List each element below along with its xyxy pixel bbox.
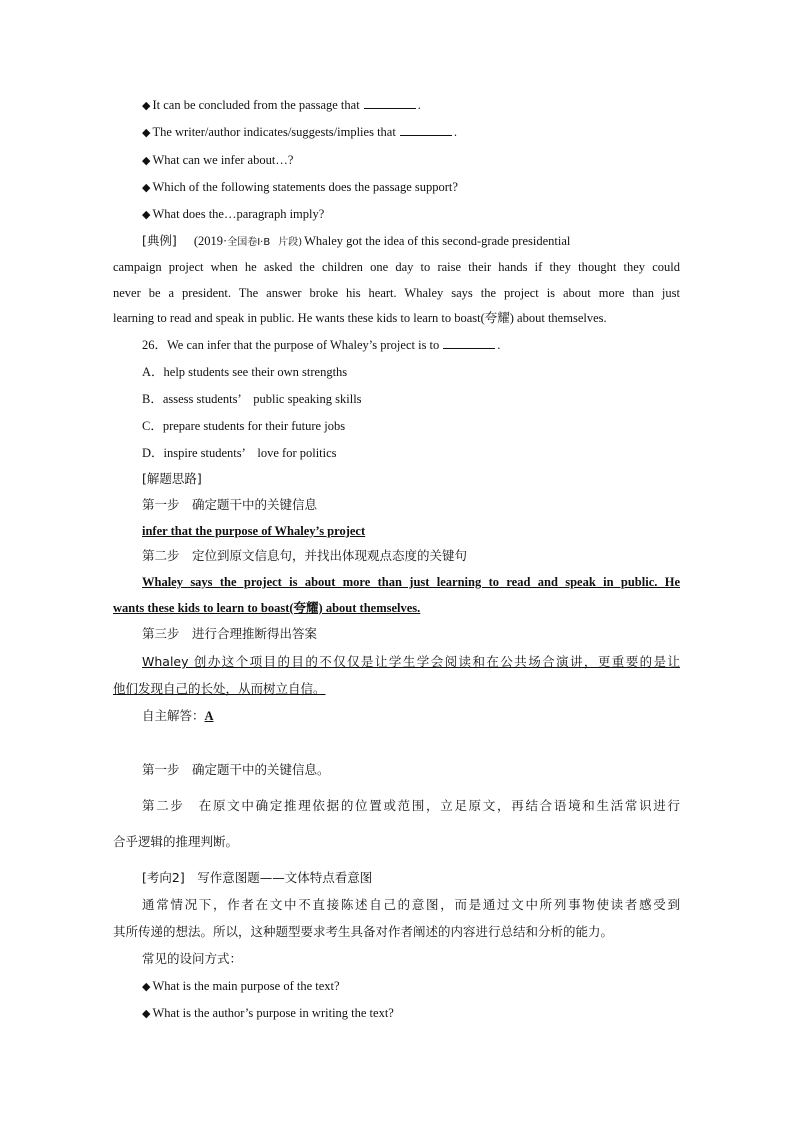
bullet-end: . — [453, 125, 457, 139]
method-step1: 第一步 确定题干中的关键信息。 — [142, 762, 330, 777]
analysis-step3-answer-2: 他们发现自己的长处，从而树立自信。 — [113, 681, 326, 696]
bullet-item-1 — [142, 97, 421, 114]
section2-para-line1: 通常情况下，作者在文中不直接陈述自己的意图，而是通过文中所列事物使读者感受到 — [142, 897, 680, 912]
section2-para-line2: 其所传递的想法。所以，这种题型要求考生具备对作者阐述的内容进行总结和分析的能力。 — [113, 924, 614, 939]
diamond-bullet-icon: ◆ — [142, 181, 151, 194]
option-d: D．inspire students’ love for politics — [142, 446, 337, 460]
bullet-item-4 — [142, 179, 458, 196]
analysis-step2: 第二步 定位到原文信息句，并找出体现观点态度的关键句 — [142, 548, 468, 563]
bullet-text: Which of the following statements does the passage support? — [152, 180, 458, 194]
self-answer-value: A — [204, 709, 214, 723]
answer-blank — [400, 124, 452, 136]
bullet-text: What does the…paragraph imply? — [152, 207, 325, 221]
question-text: 26．We can infer that the purpose of Whaley’s project is to — [142, 338, 440, 352]
section2-heading: [考向2] 写作意图题——文体特点看意图 — [142, 870, 373, 885]
bullet-end: . — [417, 98, 421, 112]
example-line-2: campaign project when he asked the children one day to raise their hands if they thought they could — [113, 260, 680, 274]
section2-bullet-2 — [142, 1005, 394, 1022]
question-stem — [142, 337, 500, 353]
diamond-bullet-icon: ◆ — [142, 1007, 151, 1020]
option-b: B．assess students’ public speaking skills — [142, 392, 362, 406]
example-source-excerpt: 片段) — [278, 237, 303, 248]
bullet-text: What is the main purpose of the text? — [152, 979, 340, 993]
analysis-heading: [解题思路] — [142, 471, 202, 486]
analysis-step1-answer: infer that the purpose of Whaley’s project — [142, 524, 366, 538]
example-tag: [典例] — [142, 233, 177, 248]
analysis-step2-answer-1: Whaley says the project is about more than just learning to read and speak in public. He — [142, 575, 680, 589]
diamond-bullet-icon: ◆ — [142, 126, 151, 139]
section2-common-label: 常见的设问方式： — [142, 951, 243, 966]
analysis-step2-answer-2: wants these kids to learn to boast(夸耀) about themselves. — [113, 601, 421, 615]
analysis-step3: 第三步 进行合理推断得出答案 — [142, 626, 318, 641]
bullet-text: The writer/author indicates/suggests/implies that — [152, 125, 396, 139]
bullet-item-3 — [142, 152, 293, 169]
self-answer — [142, 708, 214, 724]
diamond-bullet-icon: ◆ — [142, 99, 151, 112]
self-answer-label: 自主解答： — [142, 708, 205, 723]
bullet-item-5 — [142, 206, 324, 223]
example-source-year: (2019· — [193, 234, 228, 248]
bullet-item-2 — [142, 124, 457, 141]
answer-blank — [443, 337, 495, 349]
example-text-1: Whaley got the idea of this second-grade presidential — [304, 234, 571, 248]
analysis-step3-answer-1: Whaley 创办这个项目的目的不仅仅是让学生学会阅读和在公共场合演讲，更重要的是让 — [142, 654, 680, 669]
diamond-bullet-icon: ◆ — [142, 980, 151, 993]
diamond-bullet-icon: ◆ — [142, 208, 151, 221]
example-line-3: never be a president. The answer broke his heart. Whaley says the project is about more than just — [113, 286, 680, 300]
analysis-step1: 第一步 确定题干中的关键信息 — [142, 497, 318, 512]
bullet-text: What can we infer about…? — [152, 153, 294, 167]
diamond-bullet-icon: ◆ — [142, 154, 151, 167]
question-end: . — [497, 338, 501, 352]
bullet-text: What is the author’s purpose in writing the text? — [152, 1006, 394, 1020]
example-line-1 — [142, 233, 680, 251]
bullet-text: It can be concluded from the passage that — [152, 98, 360, 112]
section2-bullet-1 — [142, 978, 340, 995]
example-line-4: learning to read and speak in public. He wants these kids to learn to boast(夸耀) about themselves. — [113, 311, 607, 325]
option-a: A．help students see their own strengths — [142, 365, 348, 379]
example-source-exam: 全国卷Ⅰ·B — [227, 237, 271, 248]
answer-blank — [364, 97, 416, 109]
method-step2-line2: 合乎逻辑的推理判断。 — [113, 834, 239, 849]
method-step2-line1: 第二步 在原文中确定推理依据的位置或范围，立足原文，再结合语境和生活常识进行 — [142, 798, 680, 813]
option-c: C．prepare students for their future jobs — [142, 419, 346, 433]
